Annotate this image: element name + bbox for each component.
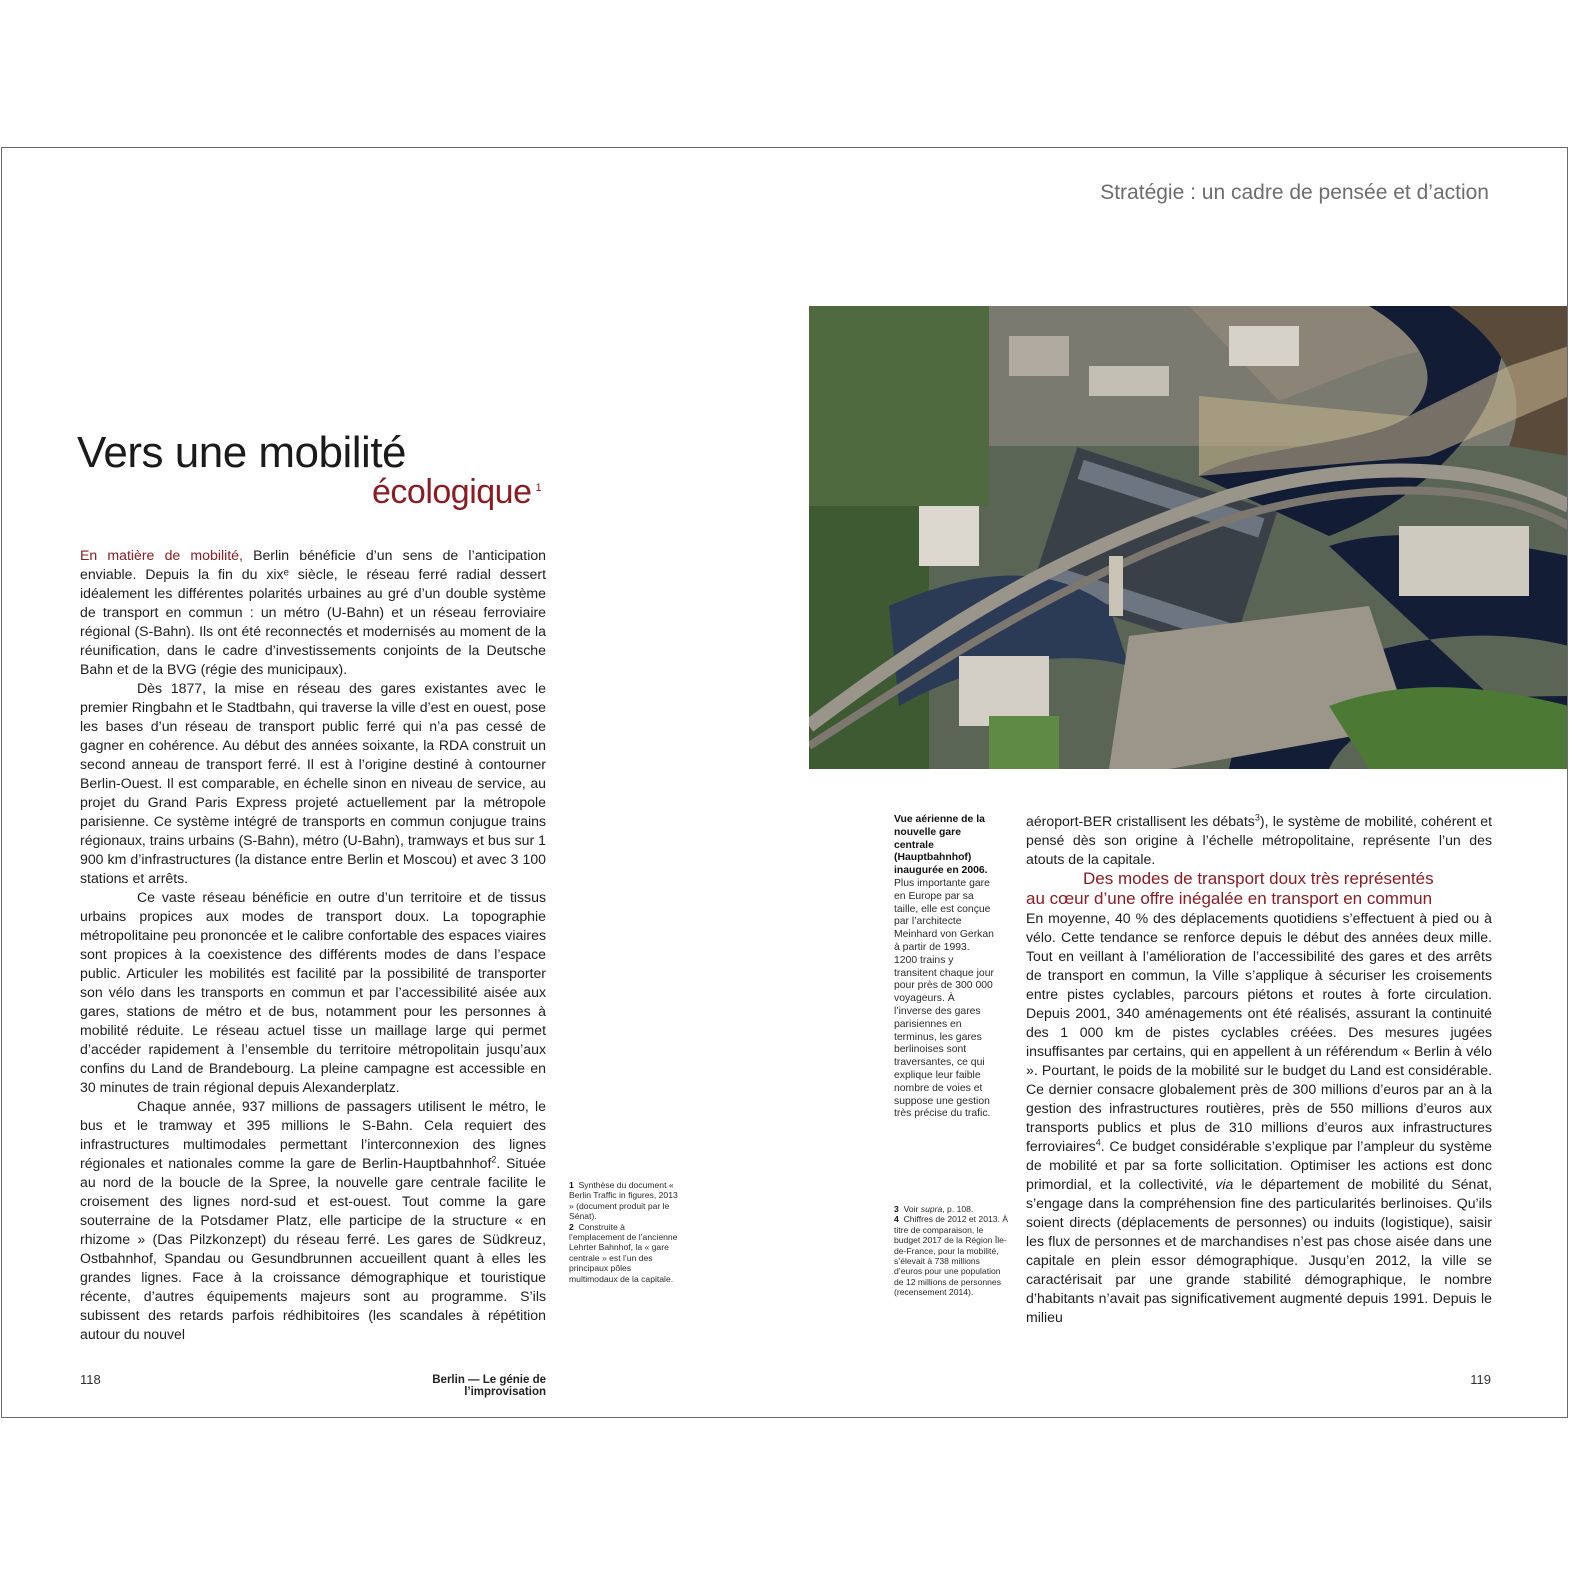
section-header: Stratégie : un cadre de pensée et d’action	[1100, 181, 1489, 204]
paragraph	[80, 1097, 546, 1344]
paragraph-text: aéroport-BER cristallisent les débats	[1026, 813, 1255, 829]
footnote-text: Construite à l’emplacement de l’ancienne Lehrter Bahnhof, la « gare centrale » est l’un des principaux pôles multimodaux de la capitale.	[569, 1221, 678, 1284]
footnote-ref: 2	[491, 1154, 497, 1165]
book-spread	[1, 147, 1568, 1418]
footnotes-left	[569, 1180, 681, 1284]
caption-title: Vue aérienne de la nouvelle gare centrale (Hauptbahnhof) inaugurée en 2006.	[894, 814, 988, 877]
paragraph-text: En moyenne, 40 % des déplacements quotidiens s’effectuent à pied ou à vélo. Cette tendance se renforce depuis le début des années deux mille. Tout en veillant à l’amélioration de l’accessibilité des gares et des arrêts de transport en commun, la Ville s’applique à sécuriser les croisements entre pistes cyclables, parcours piétons et routes à forte circulation. Depuis 2001, 340 aménagements ont été réalisés, assurant la continuité des 1 000 km de pistes cyclables créées. Des mesures jugées insuffisantes par certains, qui en appellent à un référendum « Berlin à vélo ». Pourtant, le poids de la mobilité sur le budget du Land est considérable. Ce dernier consacre globalement près de 300 millions d’euros par an à la gestion des infrastructures routières, près de 550 millions d’euros aux transports publics et plus de 310 millions d’euros aux infrastructures ferroviaires	[1026, 910, 1492, 1154]
right-text-column	[1026, 812, 1492, 1327]
paragraph: Dès 1877, la mise en réseau des gares existantes avec le premier Ringbahn et le Stadtbahn, qui traverse la ville d’est en ouest, pose les bases d’un réseau de transport public ferré qui n’a pas cessé de gagner en cohérence. Au début des années soixante, la RDA construit un second anneau de transport ferré. Il est à l’origine destiné à contourner Berlin-Ouest. Il est comparable, en échelle sinon en niveau de service, au projet du Grand Paris Express projeté actuellement par la métropole parisienne. Ce système intégré de transports en commun conjugue trains régionaux, trains urbains (S-Bahn), métro (U-Bahn), tramways et bus sur 1 900 km d’infrastructures (la distance entre Berlin et Moscou) et avec 3 100 stations et arrêts.	[80, 680, 546, 886]
aerial-photo-hauptbahnhof	[809, 306, 1568, 769]
paragraph-text: . Ce budget considérable s’explique par l’ampleur du système de mobilité et par sa forte sollicitation. Optimiser les actions est donc primordial, et la collectivité,	[1026, 1138, 1492, 1192]
subheading-line: Des modes de transport doux très représentés	[1083, 869, 1434, 888]
chapter-title: Vers une mobilité	[77, 428, 407, 477]
footnote-ref: 4	[1095, 1137, 1101, 1148]
title-note-ref: 1	[535, 481, 542, 494]
footnote	[894, 1214, 1010, 1297]
footnote-number: 2	[569, 1221, 574, 1232]
footnote-number: 1	[569, 1180, 574, 1190]
paragraph-text: Chaque année, 937 millions de passagers utilisent le métro, le bus et le tramway et 395 millions le S-Bahn. Cela requiert des infrastructures multimodales permettant l’interconnexion des lignes régionales et nationales comme la gare de Berlin-Hauptbahnhof	[80, 1098, 546, 1171]
paragraph-text: . Située au nord de la boucle de la Spree, la nouvelle gare centrale facilite le croisement des lignes nord-sud et est-ouest. Tout comme la gare souterraine de la Potsdamer Platz, elle participe de la structure « en rhizome » (Das Pilzkonzept) du réseau ferré. Les gares de Südkreuz, Ostbahnhof, Spandau ou Gesundbrunnen accueillent quant à elles les grandes lignes. Face à la croissance démographique et touristique récente, d’autres équipements majeurs sont au programme. S’ils subissent des retards parfois rédhibitoires (les scandales à répétition autour du nouvel	[80, 1155, 546, 1342]
chapter-title-accent-text: écologique	[372, 473, 532, 511]
footnote-number: 3	[894, 1204, 899, 1214]
italic-word: via	[1215, 1176, 1234, 1192]
subheading-line: au cœur d’une offre inégalée en transport en commun	[1026, 889, 1433, 908]
paragraph-text: Berlin bénéficie d’un sens de l’anticipation enviable. Depuis la fin du xixᵉ siècle, le réseau ferré radial dessert idéalement les différentes polarités urbaines au gré d’un double système de transport en commun : un métro (U-Bahn) et un réseau ferroviaire régional (S-Bahn). Ils ont été reconnectés et modernisés au moment de la réunification, dans le cadre d’investissements conjoints de la Deutsche Bahn et de la BVG (régie des municipaux).	[80, 547, 546, 677]
paragraph	[80, 546, 546, 679]
photo-caption	[894, 814, 994, 1121]
paragraph	[1026, 909, 1492, 1327]
footnote-text: Chiffres de 2012 et 2013. À titre de comparaison, le budget 2017 de la Région Île-de-France, pour la mobilité, s’élevait à 738 millions d’euros pour une population de 12 millions de personnes (recensement 2014).	[894, 1214, 1009, 1298]
paragraph	[1026, 812, 1492, 869]
page-number-left: 118	[80, 1372, 101, 1387]
section-subheading	[1026, 869, 1492, 909]
footnote-text: , p. 108.	[942, 1204, 974, 1214]
footnote	[569, 1222, 681, 1284]
aerial-photo-illustration	[809, 306, 1568, 769]
paragraph: Ce vaste réseau bénéficie en outre d’un territoire et de tissus urbains propices aux modes de transport doux. La topographie métropolitaine peu prononcée et le calibre confortable des espaces viaires sont propices à la coexistence des différents modes de dans l’espace public. Articuler les mobilités est facilité par la possibilité de transporter son vélo dans les transports en commun et par l’accessibilité aisée aux gares, stations de métro et de bus, notamment pour les personnes à mobilité réduite. Le réseau actuel tisse un maillage large qui permet d’accéder rapidement à l’ensemble du territoire métropolitain jusqu’aux confins du Land de Brandebourg. La pleine campagne est accessible en 30 minutes de train régional depuis Alexanderplatz.	[80, 889, 546, 1095]
footnote	[894, 1204, 1010, 1214]
running-title: Berlin — Le génie de l’improvisation	[432, 1374, 546, 1398]
footnotes-right	[894, 1204, 1010, 1298]
footnote-ref: 3	[1254, 812, 1260, 823]
footnote-text: Synthèse du document « Berlin Traffic in figures, 2013 » (document produit par le Sénat).	[569, 1180, 678, 1222]
left-text-column	[80, 546, 546, 1344]
page-number-right: 119	[1470, 1372, 1491, 1387]
footnote-text: Voir	[903, 1204, 921, 1214]
paragraph-text: ), le système de mobilité, cohérent et pensé dès son origine à l’échelle métropolitaine, représente l’un des atouts de la capitale.	[1026, 813, 1492, 867]
footnote	[569, 1180, 681, 1222]
caption-text: Plus importante gare en Europe par sa taille, elle est conçue par l’architecte Meinhard von Gerkan à partir de 1993. 1200 trains y transitent chaque jour pour près de 300 000 voyageurs. À l’inverse des gares parisiennes en terminus, les gares berlinoises sont traversantes, ce qui explique leur faible nombre de voies et suppose une gestion très précise du trafic.	[894, 877, 994, 1120]
chapter-title-accent	[372, 473, 541, 512]
lead-in: En matière de mobilité,	[80, 547, 243, 563]
paragraph-text: le département de mobilité du Sénat, s’engage dans la compréhension fine des particularités berlinoises. Qu’ils soient directs (déplacements de personnes) ou induits (logistique), saisir les flux de personnes et de marchandises n’est pas chose aisée dans une capitale en plein essor démographique. Jusqu’en 2012, la ville se caractérisait par une grande stabilité démographique, le nombre d’habitants n’avait pas significativement augmenté depuis 1991. Depuis le milieu	[1026, 1176, 1492, 1325]
footnote-number: 4	[894, 1214, 899, 1225]
footnote-text-italic: supra	[920, 1204, 943, 1214]
